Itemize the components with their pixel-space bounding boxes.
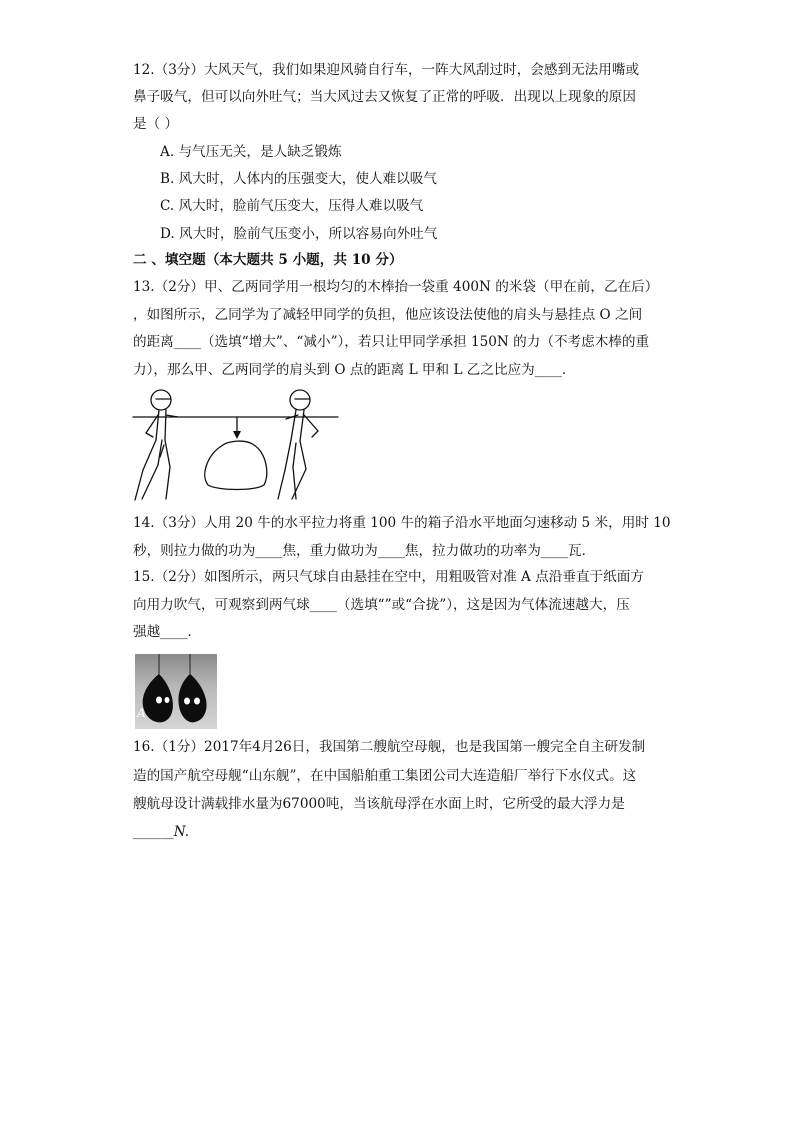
front-person-head [151, 390, 171, 410]
q16-line-2: 造的国产航空母舰“山东舰”，在中国船舶重工集团公司大连造船厂举行下水仪式。这 [133, 768, 637, 784]
q13-line-4: 力），那么甲、乙两同学的肩头到 O 点的距离 L 甲和 L 乙之比应为____． [133, 362, 576, 378]
q12-option-a: A. 与气压无关，是人缺乏锻炼 [160, 144, 342, 160]
section-fill-in-title: 二 、填空题（本大题共 5 小题，共 10 分） [133, 252, 403, 268]
q16-line-1: 16.（1分）2017年4月26日，我国第二艘航空母舰，也是我国第一艘完全自主研发制 [133, 739, 646, 755]
q15-line-3: 强越____． [133, 624, 201, 640]
balloons-photo [135, 654, 217, 729]
q12-option-b: B. 风大时，人体内的压强变大，使人难以吸气 [160, 171, 437, 187]
q14-line-2: 秒，则拉力做的功为____焦，重力做功为____焦，拉力做功的功率为____瓦． [133, 543, 596, 559]
q16-line-3: 艘航母设计满载排水量为67000吨，当该航母浮在水面上时，它所受的最大浮力是 [133, 796, 625, 812]
q13-line-3: 的距离____（选填“增大”、“减小”），若只让甲同学承担 150N 的力（不考虑木棒的重 [133, 334, 650, 350]
point-a-label: A [137, 706, 146, 720]
q13-line-2: ，如图所示，乙同学为了减轻甲同学的负担，他应该设法使他的肩头与悬挂点 O 之间 [133, 307, 643, 323]
q15-line-2: 向用力吹气，可观察到两气球____（选填“”或“合拢”），这是因为气体流速越大，压 [133, 597, 630, 613]
rice-sack [205, 441, 267, 489]
q15-line-1: 15.（2分）如图所示，两只气球自由悬挂在空中，用粗吸管对准 A 点沿垂直于纸面方 [133, 569, 644, 585]
q12-line-1: 12.（3分）大风天气，我们如果迎风骑自行车，一阵大风刮过时，会感到无法用嘴或 [133, 62, 640, 78]
q12-line-2: 鼻子吸气，但可以向外吐气；当大风过去又恢复了正常的呼吸．出现以上现象的原因 [133, 89, 636, 105]
q14-line-1: 14.（3分）人用 20 牛的水平拉力将重 100 牛的箱子沿水平地面匀速移动 5 米，用时 10 [133, 515, 671, 531]
q16-line-4: ______N. [133, 824, 190, 840]
pole-carrying-figure [128, 385, 343, 505]
q12-option-d: D. 风大时，脸前气压变小，所以容易向外吐气 [160, 226, 438, 242]
force-arrow [233, 431, 241, 439]
right-balloon [178, 674, 206, 722]
q13-line-1: 13.（2分）甲、乙两同学用一根均匀的木棒抬一袋重 400N 的米袋（甲在前，乙在后） [133, 279, 659, 295]
q12-option-c: C. 风大时，脸前气压变大，压得人难以吸气 [160, 198, 424, 214]
rear-person-head [290, 390, 310, 410]
q12-line-3: 是（ ） [133, 116, 179, 132]
